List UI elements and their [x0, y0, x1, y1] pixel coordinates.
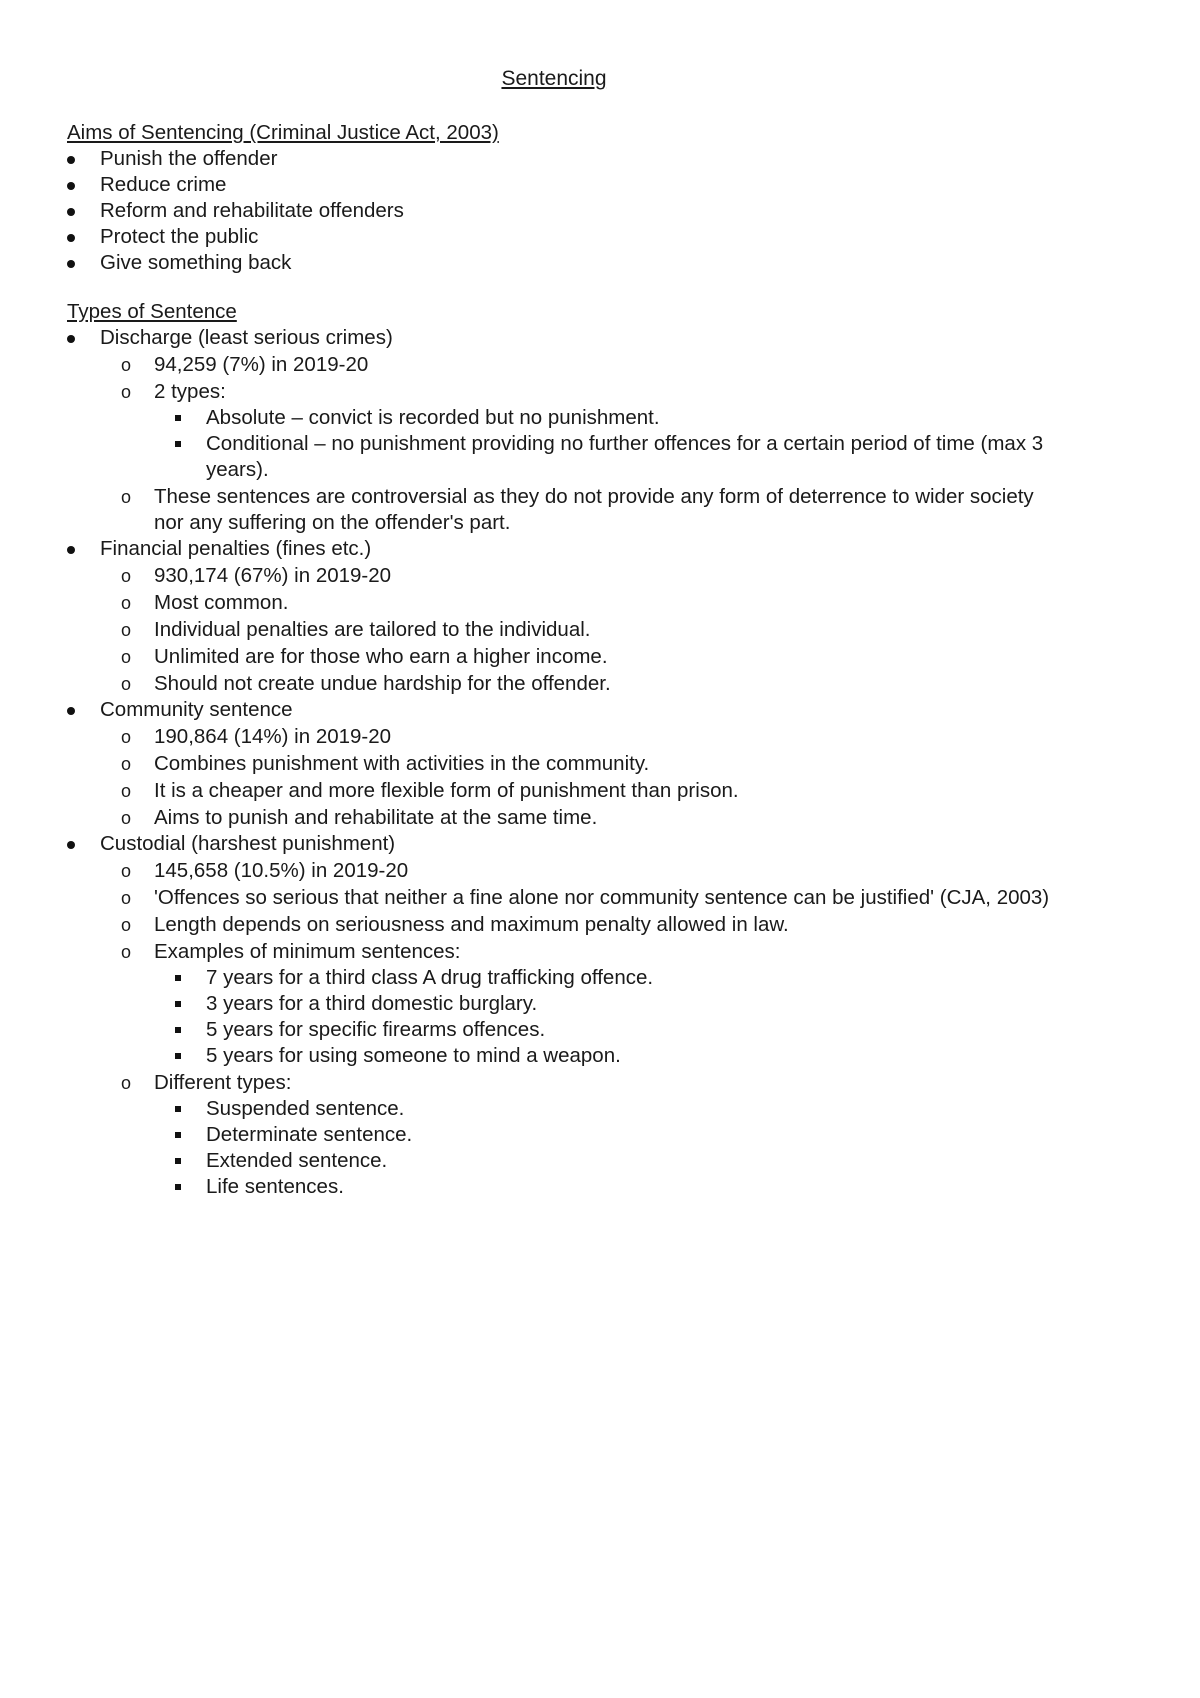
sentence-detail-list	[120, 563, 1057, 697]
circle-bullet-icon: o	[121, 754, 132, 774]
detail-item: o 190,864 (14%) in 2019-20	[121, 725, 392, 748]
bullet-icon	[67, 234, 75, 242]
sub-detail-item: 7 years for a third class A drug trafficking offence.	[172, 965, 1057, 991]
detail-item: o These sentences are controversial as they do not provide any form of deterrence to wider society nor any suffering on the offender's part.	[121, 485, 1034, 534]
square-bullet-icon	[175, 1158, 181, 1164]
sub-detail-item: Determinate sentence.	[172, 1122, 1057, 1148]
sub-detail-item: 5 years for using someone to mind a weapon.	[172, 1043, 1057, 1069]
sentence-type-item: Discharge (least serious crimes) o 94,259 (7%) in 2019-20 o 2 types: Absolute – convict is recorded but no punishment. Conditional – no punishment providing no further offences for a certain period of time (max 3 years). o These sentences are controversial as they do not provide any form of deterrence to wider society nor any suffering on the offender's part.	[67, 325, 1057, 536]
detail-item: o 2 types: Absolute – convict is recorded but no punishment. Conditional – no punishment providing no further offences for a certain period of time (max 3 years).	[120, 379, 1057, 483]
sentence-type-item: Custodial (harshest punishment) o 145,658 (10.5%) in 2019-20 o 'Offences so serious that neither a fine alone nor community sentence can be justified' (CJA, 2003) o Length depends on seriousness and maximum penalty allowed in law. o Examples of minimum sentences: 7 years for a third class A drug trafficking offence. 3 years for a third domestic burglary. 5 years for specific firearms offences. 5 years for using someone to mind a weapon. o Different types: Suspended sentence. Determinate sentence. Extended sentence. Life sentences.	[67, 831, 1057, 1200]
aims-heading: Aims of Sentencing (Criminal Justice Act, 2003)	[67, 121, 499, 144]
square-bullet-icon	[175, 441, 181, 447]
circle-bullet-icon: o	[121, 915, 132, 935]
square-bullet-icon	[175, 1053, 181, 1059]
detail-item: o Aims to punish and rehabilitate at the same time.	[121, 806, 598, 829]
bullet-icon	[67, 335, 75, 343]
square-bullet-icon	[175, 1132, 181, 1138]
bullet-icon	[67, 260, 75, 268]
detail-item: o Should not create undue hardship for the offender.	[121, 672, 611, 695]
bullet-icon	[67, 546, 75, 554]
bullet-icon	[67, 841, 75, 849]
circle-bullet-icon: o	[121, 781, 132, 801]
types-heading: Types of Sentence	[67, 300, 237, 323]
aims-list	[67, 146, 1057, 276]
sub-detail-item: Extended sentence.	[172, 1148, 1057, 1174]
sub-detail-item: Life sentences.	[172, 1174, 1057, 1200]
detail-item: o It is a cheaper and more flexible form of punishment than prison.	[121, 779, 739, 802]
aims-item: Reduce crime	[67, 172, 1057, 198]
detail-item: o 145,658 (10.5%) in 2019-20	[121, 859, 409, 882]
bullet-icon	[67, 182, 75, 190]
square-bullet-icon	[175, 1184, 181, 1190]
sentence-detail-list	[120, 352, 1057, 536]
bullet-icon	[67, 156, 75, 164]
sentence-detail-list	[120, 724, 1057, 831]
circle-bullet-icon: o	[121, 487, 132, 507]
circle-bullet-icon: o	[121, 566, 132, 586]
sentence-type-item: Financial penalties (fines etc.) o 930,174 (67%) in 2019-20 o Most common. o Individual penalties are tailored to the individual. o Unlimited are for those who earn a higher income. o Should not create undue hardship for the offender.	[67, 536, 1057, 697]
square-bullet-icon	[175, 975, 181, 981]
detail-item: o Combines punishment with activities in the community.	[121, 752, 650, 775]
detail-item: o 930,174 (67%) in 2019-20	[121, 564, 392, 587]
circle-bullet-icon: o	[121, 620, 132, 640]
aims-item: Reform and rehabilitate offenders	[67, 198, 1057, 224]
sub-detail-item: Conditional – no punishment providing no further offences for a certain period of time (max 3 years).	[172, 431, 1057, 483]
detail-item: o 94,259 (7%) in 2019-20	[121, 353, 369, 376]
circle-bullet-icon: o	[121, 382, 132, 402]
sub-detail-item: 5 years for specific firearms offences.	[172, 1017, 1057, 1043]
bullet-icon	[67, 208, 75, 216]
square-bullet-icon	[175, 1106, 181, 1112]
circle-bullet-icon: o	[121, 727, 132, 747]
detail-item: o Unlimited are for those who earn a higher income.	[121, 645, 608, 668]
square-bullet-icon	[175, 1001, 181, 1007]
circle-bullet-icon: o	[121, 674, 132, 694]
aims-section	[67, 120, 1057, 276]
detail-item: o Length depends on seriousness and maximum penalty allowed in law.	[121, 913, 789, 936]
circle-bullet-icon: o	[121, 355, 132, 375]
detail-item: o Examples of minimum sentences: 7 years for a third class A drug trafficking offence. 3 years for a third domestic burglary. 5 years for specific firearms offences. 5 years for using someone to mind a weapon.	[120, 939, 1057, 1069]
square-bullet-icon	[175, 1027, 181, 1033]
sentence-type-item: Community sentence o 190,864 (14%) in 2019-20 o Combines punishment with activities in the community. o It is a cheaper and more flexible form of punishment than prison. o Aims to punish and rehabilitate at the same time.	[67, 697, 1057, 831]
aims-item: Give something back	[67, 250, 1057, 276]
sub-detail-item: 3 years for a third domestic burglary.	[172, 991, 1057, 1017]
detail-item: o Most common.	[121, 591, 289, 614]
circle-bullet-icon: o	[121, 1073, 132, 1093]
detail-item: o Different types: Suspended sentence. Determinate sentence. Extended sentence. Life sentences.	[120, 1070, 1057, 1200]
types-list	[67, 325, 1057, 1200]
circle-bullet-icon: o	[121, 888, 132, 908]
circle-bullet-icon: o	[121, 808, 132, 828]
circle-bullet-icon: o	[121, 593, 132, 613]
sub-detail-list	[172, 1096, 1057, 1200]
aims-item: Protect the public	[67, 224, 1057, 250]
square-bullet-icon	[175, 415, 181, 421]
sub-detail-list	[172, 965, 1057, 1069]
circle-bullet-icon: o	[121, 942, 132, 962]
document-title: Sentencing	[501, 67, 607, 90]
sentence-detail-list	[120, 858, 1057, 1200]
sub-detail-list	[172, 405, 1057, 483]
circle-bullet-icon: o	[121, 647, 132, 667]
aims-item: Punish the offender	[67, 146, 1057, 172]
detail-item: o 'Offences so serious that neither a fine alone nor community sentence can be justified' (CJA, 2003)	[121, 886, 1050, 909]
bullet-icon	[67, 707, 75, 715]
sub-detail-item: Absolute – convict is recorded but no punishment.	[172, 405, 1057, 431]
types-section	[67, 299, 1057, 1200]
circle-bullet-icon: o	[121, 861, 132, 881]
detail-item: o Individual penalties are tailored to the individual.	[121, 618, 591, 641]
sub-detail-item: Suspended sentence.	[172, 1096, 1057, 1122]
